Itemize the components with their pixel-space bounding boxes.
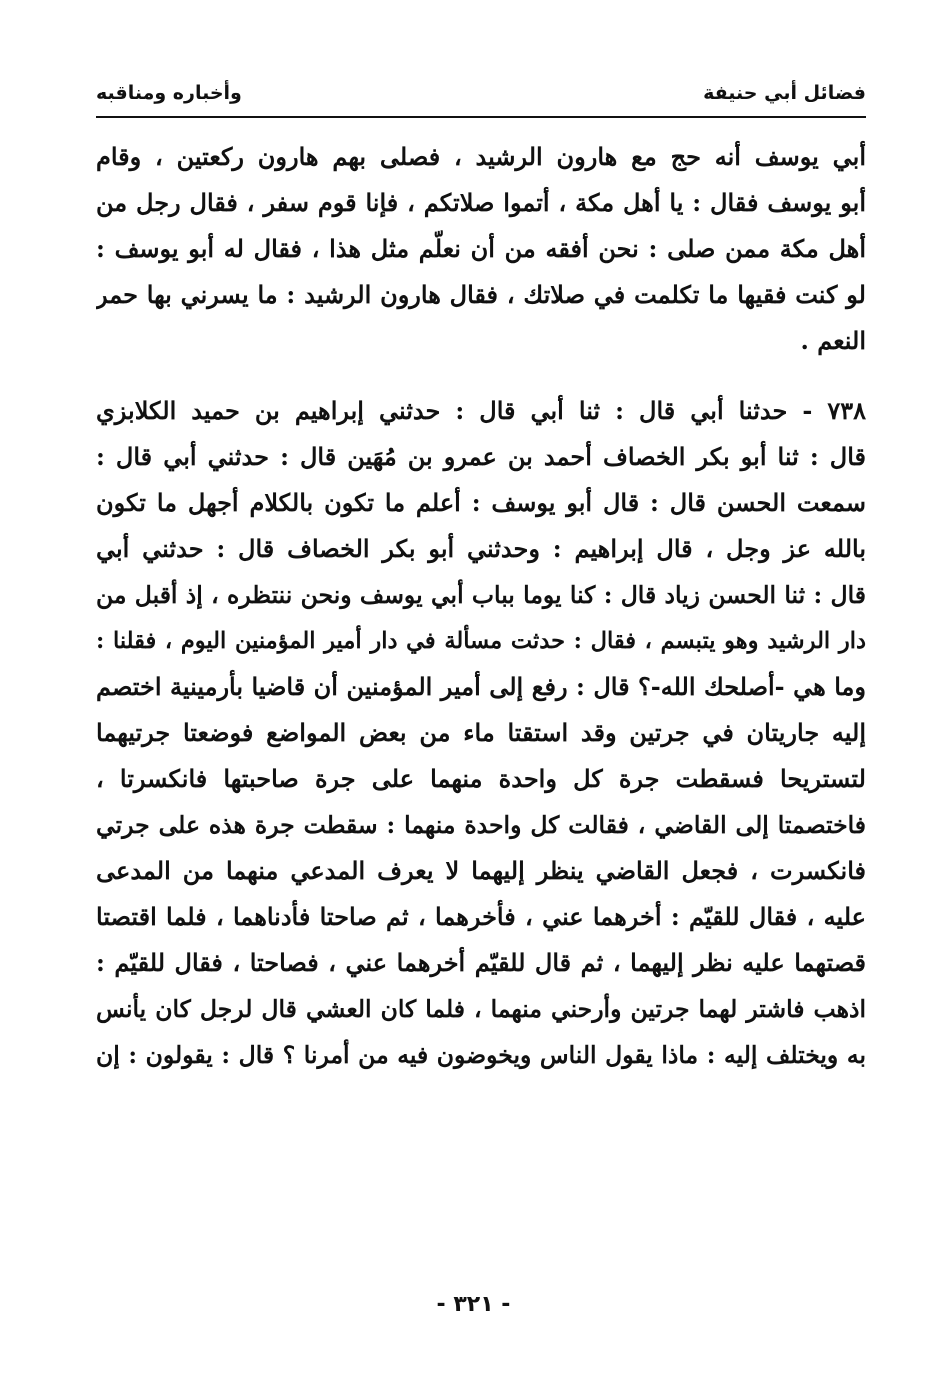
header-book-title: فضائل أبي حنيفة	[703, 82, 866, 104]
text-line: قال : ثنا الحسن زياد قال : كنا يوما بباب أبي يوسف ونحن ننتظره ، إذ أقبل من	[96, 581, 866, 609]
text-line: بالله عز وجل ، قال إبراهيم : وحدثني أبو بكر الخصاف قال : حدثني أبي	[96, 534, 866, 563]
text-line: وما هي -أصلحك الله-؟ قال : رفع إلى أمير المؤمنين أن قاضيا بأرمينية اختصم	[96, 672, 866, 701]
text-line: دار الرشيد وهو يتبسم ، فقال : حدثت مسألة في دار أمير المؤمنين اليوم ، فقلنا :	[96, 628, 866, 654]
text-line: أهل مكة ممن صلى : نحن أفقه من أن نعلّم مثل هذا ، فقال له أبو يوسف :	[96, 234, 866, 263]
header-section-title: وأخباره ومناقبه	[96, 82, 242, 104]
header-rule	[96, 116, 866, 118]
text-line: لو كنت فقيها ما تكلمت في صلاتك ، فقال هارون الرشيد : ما يسرني بها حمر	[96, 280, 866, 309]
paragraph-2	[96, 388, 866, 1078]
running-header	[96, 78, 866, 112]
text-line: النعم .	[800, 326, 866, 355]
page-number: - ٣٢١ -	[436, 1292, 511, 1317]
text-line: أبي يوسف أنه حج مع هارون الرشيد ، فصلى بهم هارون ركعتين ، وقام	[96, 142, 866, 171]
text-line: لتستريحا فسقطت جرة كل واحدة منهما على جرة صاحبتها فانكسرتا ،	[96, 764, 866, 793]
body-text	[96, 134, 866, 1078]
text-line: فانكسرت ، فجعل القاضي ينظر إليهما لا يعرف المدعي منهما من المدعى	[96, 856, 866, 885]
text-line: إليه جاريتان في جرتين وقد استقتا ماء من بعض المواضع فوضعتا جرتيهما	[96, 718, 866, 747]
text-line: قال : ثنا أبو بكر الخصاف أحمد بن عمرو بن مُهَين قال : حدثني أبي قال :	[96, 442, 866, 471]
paragraph-1	[96, 134, 866, 364]
text-line: قصتهما عليه نظر إليهما ، ثم قال للقيّم أخرهما عني ، فصاحتا ، فقال للقيّم :	[96, 948, 866, 977]
text-line: أبو يوسف فقال : يا أهل مكة ، أتموا صلاتكم ، فإنا قوم سفر ، فقال رجل من	[96, 188, 866, 217]
text-line: ٧٣٨ - حدثنا أبي قال : ثنا أبي قال : حدثني إبراهيم بن حميد الكلابزي	[96, 396, 866, 425]
text-line: عليه ، فقال للقيّم : أخرهما عني ، فأخرهما ، ثم صاحتا فأدناهما ، فلما اقتصتا	[96, 902, 866, 931]
text-line: اذهب فاشتر لهما جرتين وأرحني منهما ، فلما كان العشي قال لرجل كان يأنس	[96, 995, 866, 1023]
text-line: فاختصمتا إلى القاضي ، فقالت كل واحدة منهما : سقطت جرة هذه على جرتي	[96, 811, 866, 839]
text-line: سمعت الحسن قال : قال أبو يوسف : أعلم ما تكون بالكلام أجهل ما تكون	[96, 488, 866, 517]
paragraph-gap	[96, 364, 866, 388]
text-line: به ويختلف إليه : ماذا يقول الناس ويخوضون فيه من أمرنا ؟ قال : يقولون : إن	[96, 1041, 866, 1069]
